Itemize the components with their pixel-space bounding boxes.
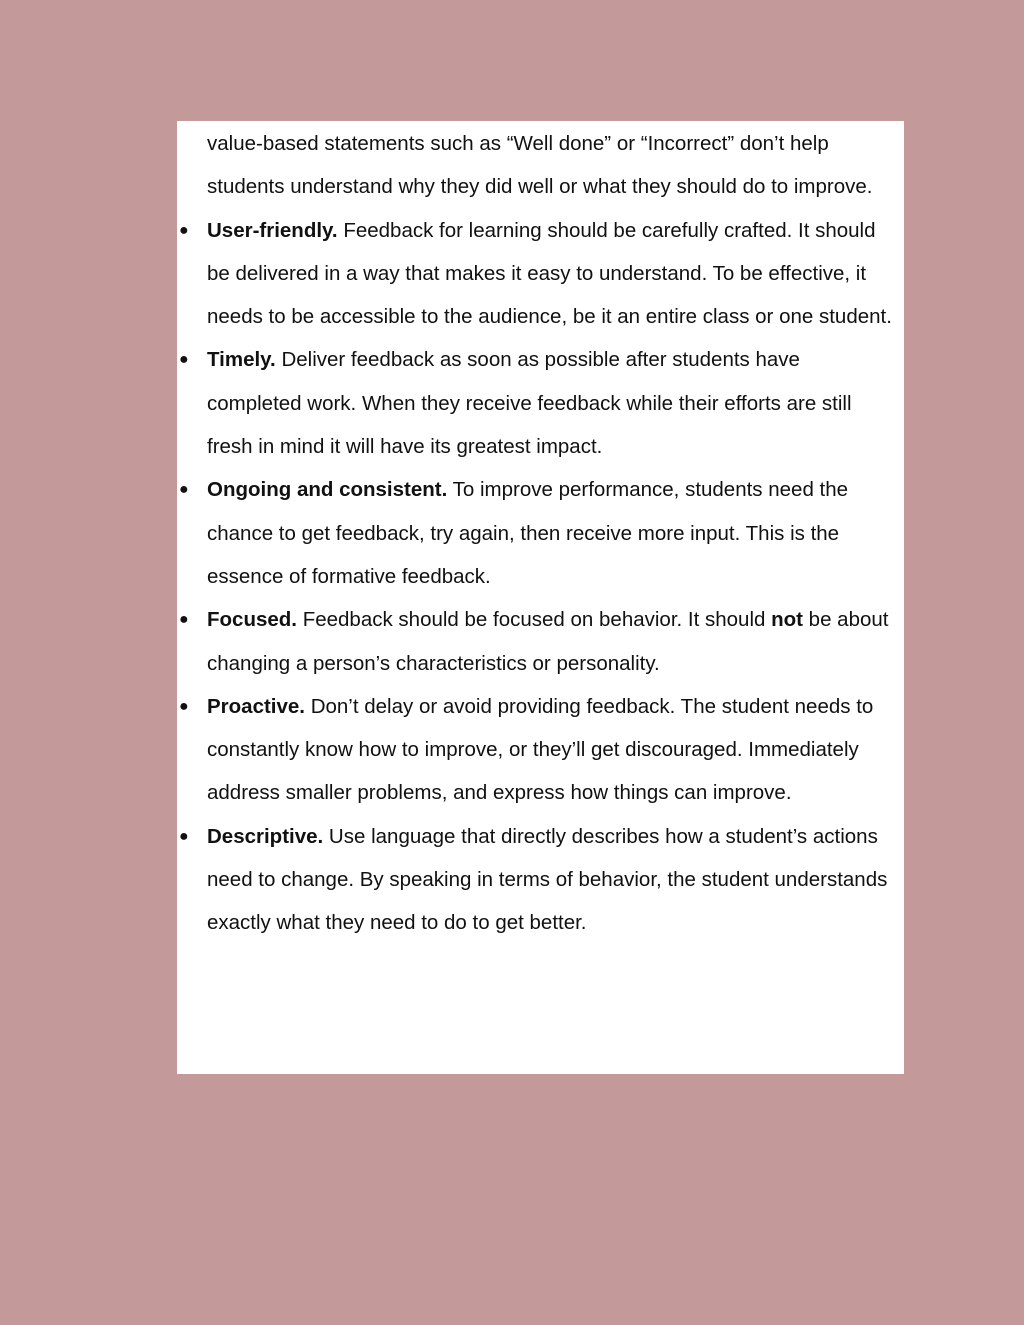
item-text: Feedback should be focused on behavior. It should (297, 608, 772, 632)
list-item (177, 685, 904, 815)
list-item (177, 815, 904, 945)
item-text: Use language that directly describes how a student’s actions need to change. By speaking in terms of behavior, the student understands exactly what they need to do to get better. (207, 824, 888, 935)
list-item (177, 209, 904, 339)
document-page (177, 121, 904, 1074)
item-term: User-friendly. (207, 218, 338, 242)
item-text: Feedback for learning should be carefully crafted. It should be delivered in a way that makes it easy to understand. To be effective, it needs to be accessible to the audience, be it an entire class or one student. (207, 218, 892, 329)
list-item (177, 598, 904, 685)
item-term: Ongoing and consistent. (207, 478, 448, 502)
bullet-icon: ● (179, 827, 189, 845)
item-emphasis: not (771, 608, 803, 632)
item-text: To improve performance, students need the chance to get feedback, try again, then receive more input. This is the essence of formative feedback. (207, 478, 849, 588)
item-term: Focused. (207, 608, 297, 632)
document-body (177, 122, 904, 945)
bullet-icon: ● (179, 221, 189, 239)
item-text: Don’t delay or avoid providing feedback. The student needs to constantly know how to improve, or they’ll get discouraged. Immediately address smaller problems, and express how things can improve. (207, 694, 874, 805)
list-item (177, 468, 904, 598)
item-text: Deliver feedback as soon as possible after students have completed work. When they receive feedback while their efforts are still fresh in mind it will have its greatest impact. (207, 348, 852, 459)
bullet-icon: ● (179, 697, 189, 715)
bullet-icon: ● (179, 611, 189, 629)
item-term: Descriptive. (207, 824, 324, 848)
continuation-paragraph: value-based statements such as “Well done” or “Incorrect” don’t help students understand why they did well or what they should do to improve. (207, 132, 873, 199)
bullet-icon: ● (179, 351, 189, 369)
list-item (177, 338, 904, 468)
item-term: Timely. (207, 348, 276, 372)
feedback-qualities-list (177, 209, 904, 945)
item-term: Proactive. (207, 694, 305, 718)
item-text: be about changing a person’s characteristics or personality. (207, 608, 889, 675)
bullet-icon: ● (179, 481, 189, 499)
